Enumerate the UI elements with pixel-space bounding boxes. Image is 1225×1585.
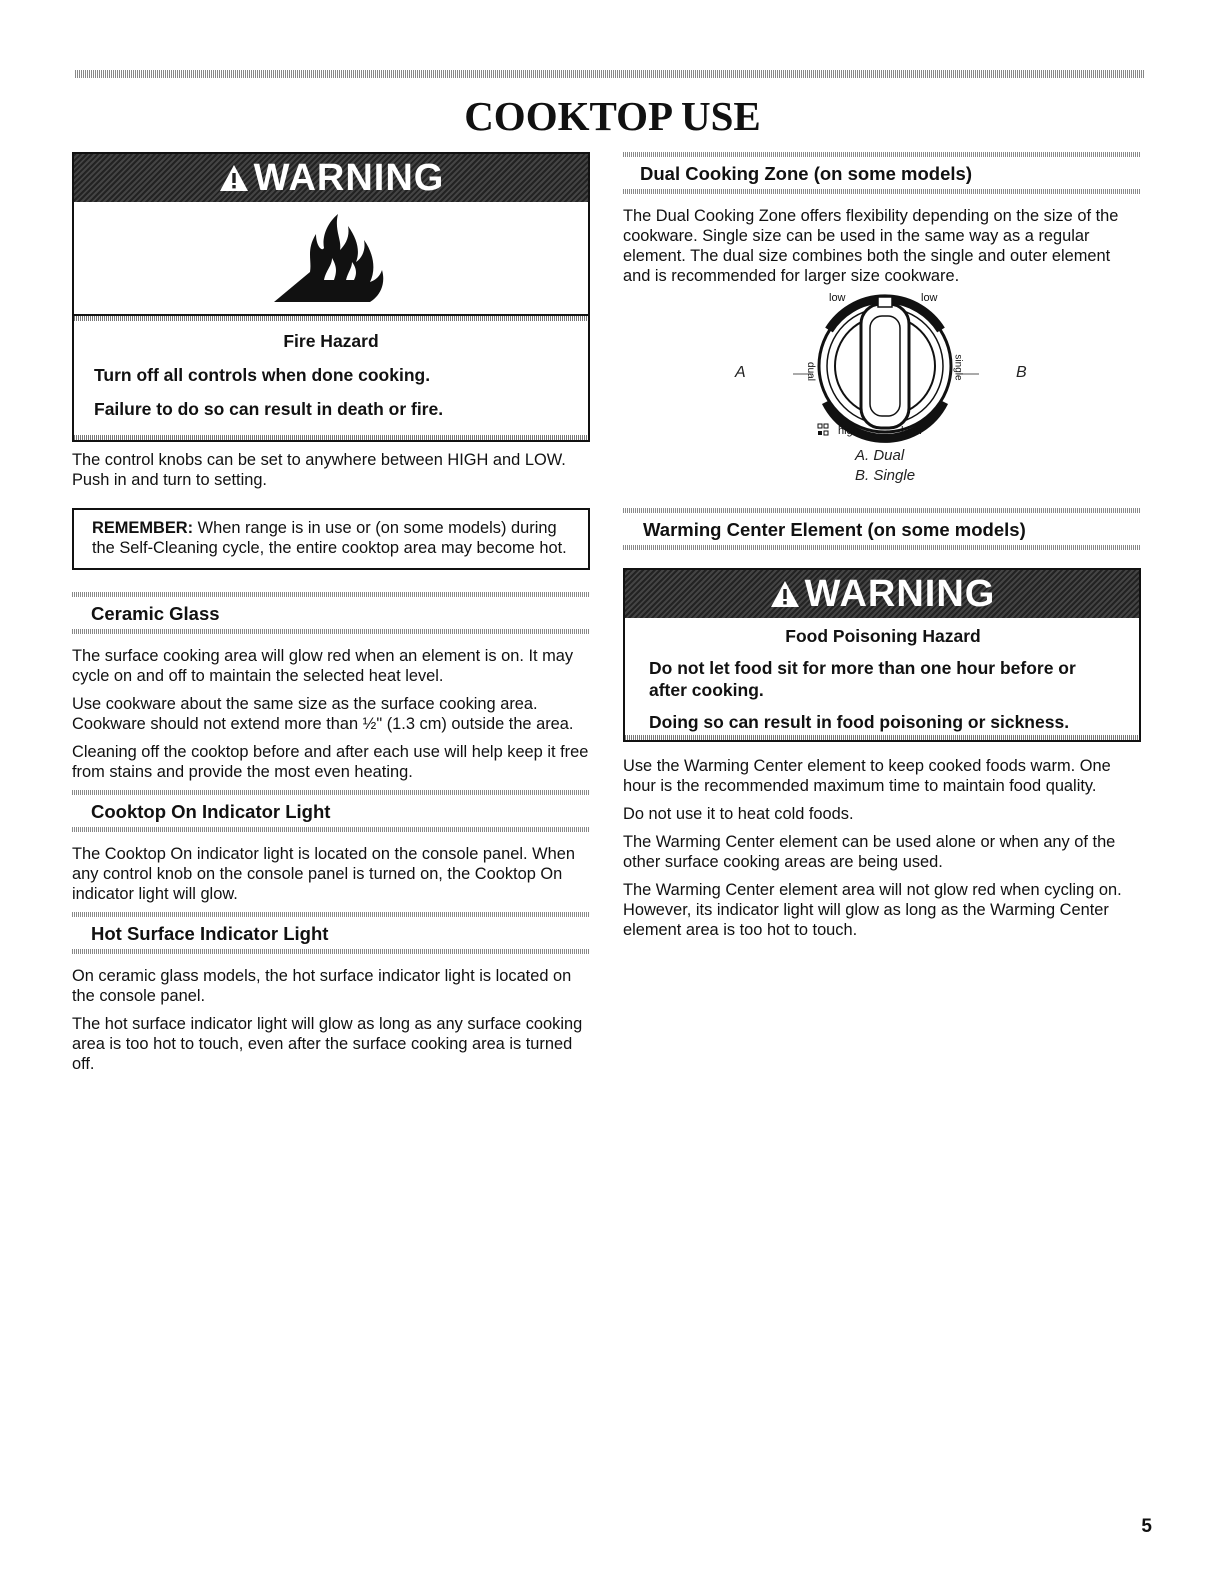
hazard-instruction: Turn off all controls when done cooking. xyxy=(94,365,431,385)
hazard-consequence: Failure to do so can result in death or fire. xyxy=(94,399,444,419)
right-column xyxy=(623,152,1141,948)
top-rule xyxy=(75,70,1145,78)
fire-icon-area xyxy=(74,202,588,316)
warning-header-text: WARNING xyxy=(804,572,996,615)
knob-high-right-label: high xyxy=(901,425,922,437)
hot-surface-paragraph: On ceramic glass models, the hot surface indicator light is located on the console panel. xyxy=(72,967,572,1005)
warming-paragraph: The Warming Center element area will not glow red when cycling on. However, its indicator light will glow as long as the Warming Center element area is too hot to touch. xyxy=(623,881,1122,939)
caption-dual: A. Dual xyxy=(855,447,905,464)
page-title: COOKTOP USE xyxy=(464,93,761,139)
left-column xyxy=(72,152,590,1082)
fire-icon xyxy=(266,210,396,306)
cooktop-on-header xyxy=(72,790,590,832)
warming-paragraph: Use the Warming Center element to keep cooked foods warm. One hour is the recommended maximum time to maintain food quality. xyxy=(623,757,1111,795)
knob-low-left-label: low xyxy=(829,292,846,304)
knob-low-right-label: low xyxy=(921,292,938,304)
callout-a-label: A xyxy=(735,364,746,381)
warming-center-title: Warming Center Element (on some models) xyxy=(643,519,1026,540)
warning-header xyxy=(625,570,1139,618)
warming-center-header xyxy=(623,508,1141,550)
dual-zone-paragraph: The Dual Cooking Zone offers flexibility depending on the size of the cookware. Single size can be used in the same way as a regular element. The dual size combines both the single and outer element and is recommended for larger size cookware. xyxy=(623,207,1119,285)
hot-surface-paragraph: The hot surface indicator light will glow as long as any surface cooking area is too hot to touch, even after the surface cooking area is turned off. xyxy=(72,1015,583,1073)
warning-header xyxy=(74,154,588,202)
dual-zone-title: Dual Cooking Zone (on some models) xyxy=(640,163,972,184)
knob-single-label: single xyxy=(952,354,964,381)
warming-paragraph: Do not use it to heat cold foods. xyxy=(623,805,854,823)
hot-surface-header xyxy=(72,912,590,954)
cooktop-on-paragraph: The Cooktop On indicator light is located on the console panel. When any control knob on the console panel is turned on, the Cooktop On indicator light will glow. xyxy=(72,845,575,903)
remember-text: When range is in use or (on some models) during the Self-Cleaning cycle, the entire cooktop area may become hot. xyxy=(92,519,567,557)
hot-surface-title: Hot Surface Indicator Light xyxy=(91,923,329,944)
remember-box xyxy=(72,508,590,570)
ceramic-paragraph: Cleaning off the cooktop before and after each use will help keep it free from stains and provide the most even heating. xyxy=(72,743,589,781)
warning-triangle-icon xyxy=(769,579,801,609)
warming-paragraph: The Warming Center element can be used alone or when any of the other surface cooking areas are being used. xyxy=(623,833,1116,871)
dual-knob-diagram xyxy=(623,294,1141,490)
hazard-consequence: Doing so can result in food poisoning or sickness. xyxy=(649,712,1070,732)
hazard-instruction: Do not let food sit for more than one hour before or after cooking. xyxy=(649,658,1076,700)
cooktop-on-title: Cooktop On Indicator Light xyxy=(91,801,331,822)
remember-label: REMEMBER: xyxy=(92,519,194,537)
food-warning-box xyxy=(623,568,1141,742)
control-knobs-intro: The control knobs can be set to anywhere between HIGH and LOW. Push in and turn to setting. xyxy=(72,451,566,489)
knob-high-left-label: high xyxy=(838,425,859,437)
callout-b-label: B xyxy=(1016,364,1027,381)
ceramic-paragraph: The surface cooking area will glow red when an element is on. It may cycle on and off to maintain the selected heat level. xyxy=(72,647,574,685)
warning-header-text: WARNING xyxy=(253,156,445,199)
ceramic-glass-title: Ceramic Glass xyxy=(91,603,220,624)
knob-dual-label: dual xyxy=(804,362,816,381)
dual-zone-header xyxy=(623,152,1141,194)
hazard-title: Fire Hazard xyxy=(283,331,379,351)
caption-single: B. Single xyxy=(855,467,916,484)
ceramic-glass-header xyxy=(72,592,590,634)
warning-triangle-icon xyxy=(218,163,250,193)
ceramic-paragraph: Use cookware about the same size as the surface cooking area. Cookware should not extend more than ½" (1.3 cm) outside the area. xyxy=(72,695,574,733)
page-number: 5 xyxy=(1141,1516,1152,1537)
fire-warning-box xyxy=(72,152,590,442)
hazard-title: Food Poisoning Hazard xyxy=(785,626,981,646)
